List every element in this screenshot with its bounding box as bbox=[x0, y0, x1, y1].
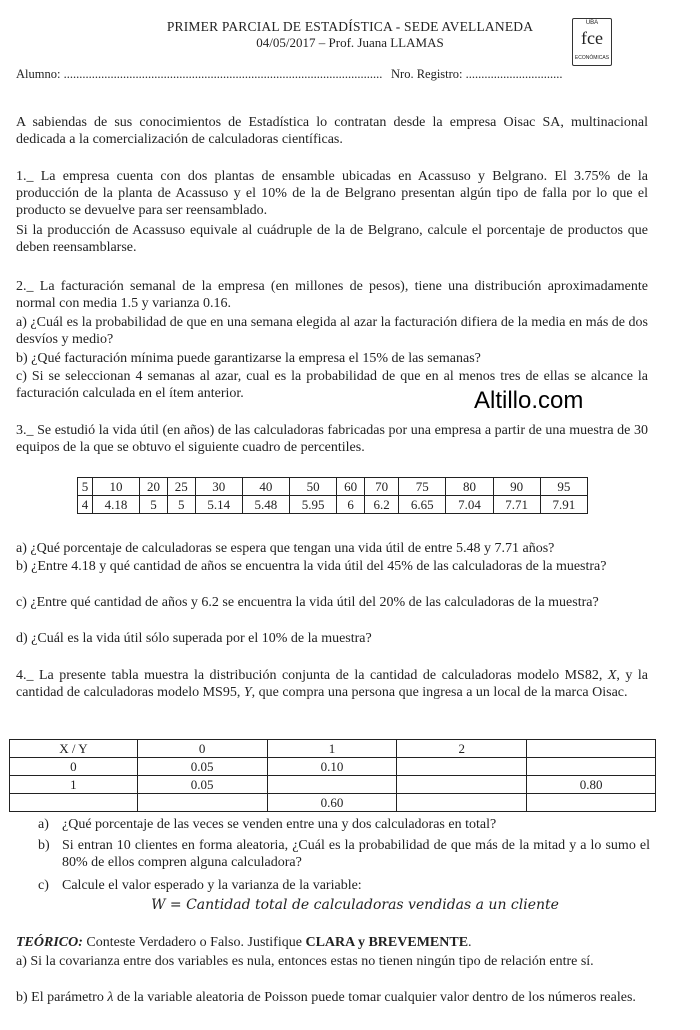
q4-item-a-label: a) bbox=[38, 817, 49, 832]
table-header-row bbox=[10, 740, 656, 758]
q4-text-2: , y la cantidad de calculadoras modelo MS95, bbox=[16, 668, 649, 700]
table-cell: 1 bbox=[10, 776, 138, 794]
teorico-instructions bbox=[16, 934, 648, 951]
percentile-row bbox=[78, 478, 588, 496]
registro-field: Nro. Registro: ............................... bbox=[391, 67, 563, 81]
table-cell: 0.80 bbox=[527, 776, 656, 794]
q2-item-b: b) ¿Qué facturación mínima puede garantizarse la empresa el 15% de las semanas? bbox=[16, 351, 481, 366]
table-cell: 6.2 bbox=[364, 496, 398, 514]
intro-paragraph: A sabiendas de sus conocimientos de Estadística lo contratan desde la empresa Oisac SA, multinacional dedicada a la comercialización de calculadoras científicas. bbox=[16, 115, 648, 147]
table-cell: 0.60 bbox=[267, 794, 397, 812]
table-cell: 10 bbox=[92, 478, 139, 496]
q3-item-a: a) ¿Qué porcentaje de calculadoras se espera que tengan una vida útil de entre 5.48 y 7.71 años? bbox=[16, 541, 555, 556]
table-cell: 5.48 bbox=[242, 496, 289, 514]
table-cell: 30 bbox=[195, 478, 242, 496]
joint-distribution-table bbox=[9, 739, 656, 812]
table-row bbox=[10, 794, 656, 812]
teorico-b-text-1: b) El parámetro bbox=[16, 990, 108, 1005]
q2-item-c: c) Si se seleccionan 4 semanas al azar, cual es la probabilidad de que en al menos tres de ellas se alcance la facturación calculada en el ítem anterior. bbox=[16, 369, 648, 401]
table-cell: 7.91 bbox=[540, 496, 587, 514]
exam-subtitle: 04/05/2017 – Prof. Juana LLAMAS bbox=[256, 35, 444, 50]
table-cell: 0 bbox=[137, 740, 267, 758]
teorico-text-1: Conteste Verdadero o Falso. Justifique bbox=[82, 935, 306, 950]
table-cell: 95 bbox=[540, 478, 587, 496]
table-cell: 60 bbox=[337, 478, 365, 496]
table-cell: 5.95 bbox=[290, 496, 337, 514]
table-cell: 5 bbox=[167, 496, 195, 514]
q4-item-b: Si entran 10 clientes en forma aleatoria, ¿Cuál es la probabilidad de que más de la mitad y a lo sumo el 80% de ellos compren alguna calculadora? bbox=[62, 838, 650, 870]
percentile-table bbox=[77, 477, 588, 514]
q4-text-3: , que compra una persona que ingresa a un local de la marca Oisac. bbox=[251, 685, 628, 700]
table-cell: 7.71 bbox=[493, 496, 540, 514]
teorico-emphasis: CLARA y BREVEMENTE bbox=[305, 935, 469, 950]
q3-item-c: c) ¿Entre qué cantidad de años y 6.2 se encuentra la vida útil del 20% de las calculadoras de la muestra? bbox=[16, 595, 599, 610]
table-cell: 40 bbox=[242, 478, 289, 496]
table-cell: 25 bbox=[167, 478, 195, 496]
q4-text-1: 4._ La presente tabla muestra la distribución conjunta de la cantidad de calculadoras modelo MS82, bbox=[16, 668, 608, 683]
q1-question: Si la producción de Acassuso equivale al cuádruple de la de Belgrano, calcule el porcentaje de productos que deben reensamblarse. bbox=[16, 223, 648, 255]
q4-item-c-label: c) bbox=[38, 878, 49, 893]
table-cell: 7.04 bbox=[446, 496, 493, 514]
table-cell: 5 bbox=[140, 496, 168, 514]
table-cell bbox=[10, 794, 138, 812]
table-cell bbox=[527, 794, 656, 812]
teorico-label: TEÓRICO: bbox=[16, 935, 83, 950]
q3-item-d: d) ¿Cuál es la vida útil sólo superada por el 10% de la muestra? bbox=[16, 631, 372, 646]
table-row bbox=[10, 758, 656, 776]
table-cell: 1 bbox=[267, 740, 397, 758]
formula-w: W = Cantidad total de calculadoras vendidas a un cliente bbox=[151, 897, 559, 913]
q2-item-a: a) ¿Cuál es la probabilidad de que en una semana elegida al azar la facturación difiera de la media en más de dos desvíos y medio? bbox=[16, 315, 648, 347]
teorico-text-2: . bbox=[468, 935, 472, 950]
q1-statement: 1._ La empresa cuenta con dos plantas de ensamble ubicadas en Acassuso y Belgrano. El 3.75% de la producción de la planta de Acassuso y el 10% de la de Belgrano presentan algún tipo de falla por lo que el producto se devuelve para ser reensamblado. bbox=[16, 169, 648, 218]
value-row bbox=[78, 496, 588, 514]
table-row bbox=[10, 776, 656, 794]
table-cell: 4.18 bbox=[92, 496, 139, 514]
table-cell: 90 bbox=[493, 478, 540, 496]
table-cell: 20 bbox=[140, 478, 168, 496]
q4-item-a: ¿Qué porcentaje de las veces se venden entre una y dos calculadoras en total? bbox=[62, 817, 497, 832]
table-cell: 5 bbox=[78, 478, 93, 496]
table-cell bbox=[527, 758, 656, 776]
exam-title: PRIMER PARCIAL DE ESTADÍSTICA - SEDE AVELLANEDA bbox=[166, 19, 534, 34]
table-cell: 4 bbox=[78, 496, 93, 514]
var-y: Y bbox=[243, 685, 252, 700]
table-cell bbox=[527, 740, 656, 758]
table-cell: 2 bbox=[397, 740, 527, 758]
q2-statement: 2._ La facturación semanal de la empresa (en millones de pesos), tiene una distribución aproximadamente normal con media 1.5 y varianza 0.16. bbox=[16, 279, 648, 311]
teorico-item-a: a) Si la covarianza entre dos variables es nula, entonces estas no tienen ningún tipo de relación entre sí. bbox=[16, 954, 594, 969]
table-cell: 75 bbox=[399, 478, 446, 496]
var-x: X bbox=[607, 668, 617, 683]
q3-statement: 3._ Se estudió la vida útil (en años) de las calculadoras fabricadas por una empresa a partir de una muestra de 30 equipos de la que se obtuvo el siguiente cuadro de percentiles. bbox=[16, 423, 648, 455]
table-cell: 0.05 bbox=[137, 758, 267, 776]
table-cell bbox=[397, 758, 527, 776]
watermark: Altillo.com bbox=[474, 387, 584, 414]
table-cell: 6 bbox=[337, 496, 365, 514]
teorico-item-b bbox=[16, 989, 648, 1006]
table-cell: 6.65 bbox=[399, 496, 446, 514]
q4-item-c: Calcule el valor esperado y la varianza de la variable: bbox=[62, 878, 362, 893]
table-cell: 70 bbox=[364, 478, 398, 496]
table-cell: 5.14 bbox=[195, 496, 242, 514]
q4-item-b-label: b) bbox=[38, 838, 50, 853]
table-cell: 0.05 bbox=[137, 776, 267, 794]
logo-sub-text: ECONÓMICAS bbox=[574, 55, 610, 61]
logo-text: fce bbox=[581, 28, 603, 48]
table-cell: 0.10 bbox=[267, 758, 397, 776]
alumno-field: Alumno: ...................................................................................................... bbox=[16, 67, 383, 81]
table-cell: 0 bbox=[10, 758, 138, 776]
table-cell: 80 bbox=[446, 478, 493, 496]
table-cell bbox=[397, 794, 527, 812]
table-cell bbox=[397, 776, 527, 794]
table-cell: X / Y bbox=[10, 740, 138, 758]
q3-item-b: b) ¿Entre 4.18 y qué cantidad de años se encuentra la vida útil del 45% de las calculadoras de la muestra? bbox=[16, 559, 607, 574]
lambda-symbol: λ bbox=[107, 990, 114, 1005]
table-cell bbox=[137, 794, 267, 812]
table-cell bbox=[267, 776, 397, 794]
fce-logo bbox=[572, 18, 612, 66]
table-cell: 50 bbox=[290, 478, 337, 496]
logo-top-text: UBA bbox=[585, 20, 599, 26]
teorico-b-text-2: de la variable aleatoria de Poisson puede tomar cualquier valor dentro de los números reales. bbox=[113, 990, 636, 1005]
q4-statement bbox=[16, 667, 648, 701]
